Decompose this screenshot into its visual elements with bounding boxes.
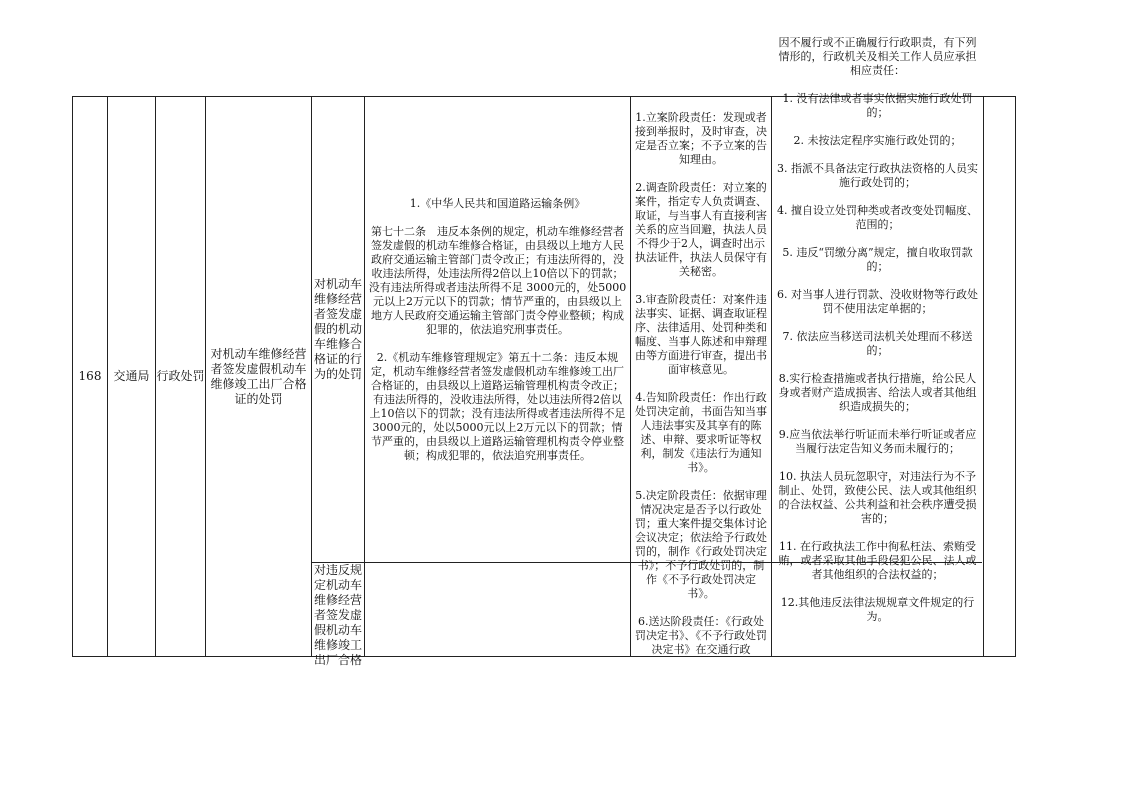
responsibility-item: 4.告知阶段责任：作出行政处罚决定前，书面告知当事人违法事实及其享有的陈述、申辩、要求听证等权利，制发《违法行为通知书》。 bbox=[635, 391, 767, 474]
category: 行政处罚 bbox=[156, 369, 205, 383]
responsibility-list bbox=[634, 97, 768, 671]
accountability-cell bbox=[772, 35, 983, 623]
accountability-item: 3. 指派不具备法定行政执法资格的人员实施行政处罚的； bbox=[777, 161, 978, 189]
accountability-item: 7. 依法应当移送司法机关处理而不移送的； bbox=[782, 329, 973, 357]
accountability-item: 12.其他违反法律法规规章文件规定的行为。 bbox=[780, 595, 975, 623]
responsibility-item: 3.审查阶段责任：对案件违法事实、证据、调查取证程序、法律适用、处罚种类和幅度、当事人陈述和申辩理由等方面进行审查，提出书面审核意见。 bbox=[635, 293, 767, 376]
responsibility-item: 5.决定阶段责任：依据审理情况决定是否予以行政处罚；重大案件提交集体讨论会议决定；依法给予行政处罚的，制作《行政处罚决定书》；不予行政处罚的，制作《不予行政处罚决定书》。 bbox=[635, 489, 767, 600]
accountability-item: 1. 没有法律或者事实依据实施行政处罚的； bbox=[782, 91, 973, 119]
row-number-cell bbox=[73, 97, 107, 656]
sub-item-2: 对违反规定机动车维修经营者签发虚假机动车维修竣工出厂合格 bbox=[314, 563, 363, 667]
responsibility-cell bbox=[631, 97, 771, 656]
accountability-item: 8.实行检查措施或者执行措施，给公民人身或者财产造成损害、给法人或者其他组织造成损失的； bbox=[778, 371, 977, 413]
item-name-cell bbox=[206, 97, 311, 656]
accountability-item: 11. 在行政执法工作中徇私枉法、索贿受贿，或者采取其他手段侵犯公民、法人或者其他组织的合法权益的； bbox=[778, 539, 977, 581]
accountability-item: 10. 执法人员玩忽职守，对违法行为不予制止、处罚，致使公民、法人或其他组织的合法权益、公共利益和社会秩序遭受损害的； bbox=[778, 469, 977, 525]
item-name: 对机动车维修经营者签发虚假机动车维修竣工出厂合格证的处罚 bbox=[210, 346, 307, 406]
sub-item-cell bbox=[312, 97, 364, 562]
responsibility-item: 1.立案阶段责任：发现或者接到举报时，及时审查，决定是否立案；不予立案的告知理由。 bbox=[635, 111, 767, 166]
accountability-item: 5. 违反“罚缴分离”规定，擅自收取罚款的； bbox=[782, 245, 973, 273]
department: 交通局 bbox=[113, 369, 150, 383]
legal-basis-cell bbox=[365, 97, 630, 562]
legal-basis-clause: 第七十二条 违反本条例的规定，机动车维修经营者签发虚假的机动车维修合格证，由县级以上地方人民政府交通运输主管部门责令改正；有违法所得的，没收违法所得，处违法所得2倍以上10倍以下的罚款；没有违法所得或者违法所得不足 3000元的，处5000元以上2万元以下的罚款；情节严重的，由县级以上地方人民政府交通运输主管部门责令停业整顿；构成犯罪的，依法追究刑事责任。 bbox=[368, 224, 627, 336]
remarks-cell bbox=[984, 97, 1015, 656]
department-cell bbox=[108, 97, 155, 656]
accountability-item: 9.应当依法举行听证而未举行听证或者应当履行法定告知义务而未履行的； bbox=[778, 427, 977, 455]
sub-item-cell-2 bbox=[312, 563, 364, 667]
sub-item-1: 对机动车维修经营者签发虚假的机动车维修合格证的行为的处罚 bbox=[314, 277, 363, 381]
penalty-table bbox=[72, 35, 1016, 667]
legal-basis-clause: 2.《机动车维修管理规定》第五十二条：违反本规定，机动车维修经营者签发虚假机动车维修竣工出厂合格证的，由县级以上道路运输管理机构责令改正；有违法所得的，没收违法所得，处以违法所得2倍以上10倍以下的罚款；没有违法所得或者违法所得不足3000元的，处以5000元以上2万元以下的罚款；情节严重的，由县级以上道路运输管理机构责令停业整顿；构成犯罪的，依法追究刑事责任。 bbox=[369, 350, 626, 462]
legal-basis-title: 1.《中华人民共和国道路运输条例》 bbox=[409, 196, 586, 210]
accountability-item: 2. 未按法定程序实施行政处罚的； bbox=[793, 133, 962, 147]
legal-basis bbox=[368, 183, 627, 477]
category-cell bbox=[156, 97, 205, 656]
responsibility-item: 2.调查阶段责任：对立案的案件，指定专人负责调查、取证，与当事人有直接利害关系的应当回避，执法人员不得少于2人，调查时出示执法证件，执法人员保守有关秘密。 bbox=[635, 181, 767, 278]
accountability-item: 6. 对当事人进行罚款、没收财物等行政处罚不使用法定单据的； bbox=[777, 287, 978, 315]
accountability-item: 4. 擅自设立处罚种类或者改变处罚幅度、范围的； bbox=[777, 203, 978, 231]
responsibility-item: 6.送达阶段责任：《行政处罚决定书》、《不予行政处罚决定书》在交通行政 bbox=[635, 615, 767, 656]
row-number: 168 bbox=[78, 369, 102, 383]
accountability-intro: 因不履行或不正确履行行政职责，有下列情形的，行政机关及相关工作人员应承担相应责任： bbox=[778, 35, 977, 77]
accountability-list bbox=[776, 22, 979, 638]
